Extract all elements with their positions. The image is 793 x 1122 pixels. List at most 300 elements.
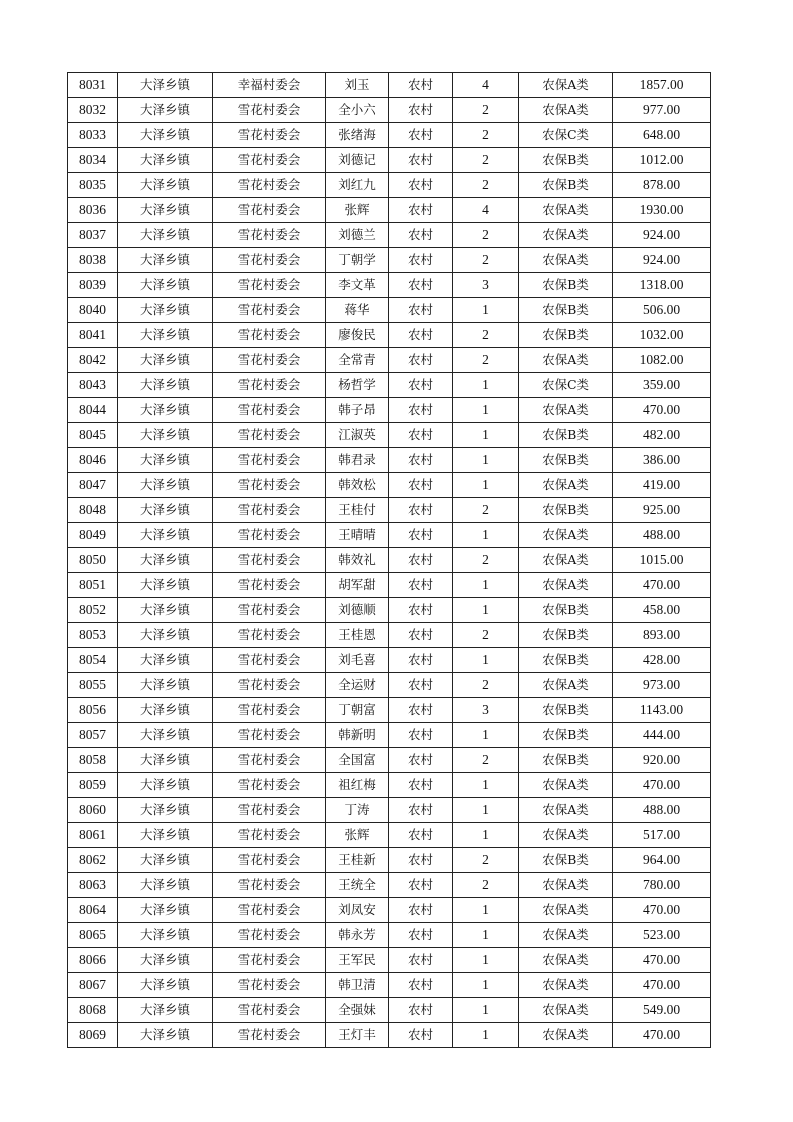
cell-village: 雪花村委会 <box>213 173 326 198</box>
cell-village: 雪花村委会 <box>213 748 326 773</box>
cell-village: 雪花村委会 <box>213 873 326 898</box>
cell-area: 农村 <box>389 798 453 823</box>
cell-amount: 523.00 <box>613 923 711 948</box>
records-table <box>67 72 711 1048</box>
cell-name: 王灯丰 <box>326 1023 389 1048</box>
cell-area: 农村 <box>389 398 453 423</box>
cell-amount: 920.00 <box>613 748 711 773</box>
table-row <box>68 448 711 473</box>
table-row <box>68 348 711 373</box>
cell-id: 8040 <box>68 298 118 323</box>
cell-town: 大泽乡镇 <box>118 973 213 998</box>
cell-amount: 1012.00 <box>613 148 711 173</box>
cell-area: 农村 <box>389 148 453 173</box>
cell-town: 大泽乡镇 <box>118 798 213 823</box>
cell-village: 雪花村委会 <box>213 973 326 998</box>
cell-amount: 444.00 <box>613 723 711 748</box>
table-row <box>68 898 711 923</box>
cell-amount: 893.00 <box>613 623 711 648</box>
cell-name: 刘玉 <box>326 73 389 98</box>
cell-village: 雪花村委会 <box>213 223 326 248</box>
cell-amount: 1143.00 <box>613 698 711 723</box>
cell-id: 8041 <box>68 323 118 348</box>
cell-category: 农保A类 <box>519 823 613 848</box>
cell-area: 农村 <box>389 423 453 448</box>
cell-category: 农保A类 <box>519 898 613 923</box>
cell-area: 农村 <box>389 598 453 623</box>
cell-area: 农村 <box>389 648 453 673</box>
cell-category: 农保B类 <box>519 598 613 623</box>
cell-category: 农保A类 <box>519 398 613 423</box>
table-row <box>68 798 711 823</box>
cell-id: 8065 <box>68 923 118 948</box>
cell-name: 王军民 <box>326 948 389 973</box>
cell-persons: 1 <box>453 598 519 623</box>
cell-town: 大泽乡镇 <box>118 73 213 98</box>
cell-name: 张辉 <box>326 198 389 223</box>
cell-persons: 1 <box>453 973 519 998</box>
cell-id: 8048 <box>68 498 118 523</box>
cell-area: 农村 <box>389 948 453 973</box>
cell-id: 8051 <box>68 573 118 598</box>
cell-category: 农保A类 <box>519 998 613 1023</box>
cell-id: 8054 <box>68 648 118 673</box>
cell-name: 刘毛喜 <box>326 648 389 673</box>
cell-village: 雪花村委会 <box>213 423 326 448</box>
cell-name: 全运财 <box>326 673 389 698</box>
cell-category: 农保A类 <box>519 948 613 973</box>
cell-area: 农村 <box>389 248 453 273</box>
cell-village: 雪花村委会 <box>213 823 326 848</box>
cell-category: 农保A类 <box>519 548 613 573</box>
cell-id: 8035 <box>68 173 118 198</box>
cell-category: 农保A类 <box>519 73 613 98</box>
cell-town: 大泽乡镇 <box>118 673 213 698</box>
cell-category: 农保A类 <box>519 198 613 223</box>
records-table-body <box>68 73 711 1048</box>
cell-id: 8050 <box>68 548 118 573</box>
cell-town: 大泽乡镇 <box>118 273 213 298</box>
cell-category: 农保B类 <box>519 648 613 673</box>
cell-village: 雪花村委会 <box>213 623 326 648</box>
cell-persons: 2 <box>453 548 519 573</box>
cell-persons: 1 <box>453 398 519 423</box>
table-row <box>68 873 711 898</box>
cell-amount: 482.00 <box>613 423 711 448</box>
cell-village: 雪花村委会 <box>213 723 326 748</box>
cell-area: 农村 <box>389 573 453 598</box>
cell-area: 农村 <box>389 98 453 123</box>
cell-id: 8063 <box>68 873 118 898</box>
table-row <box>68 823 711 848</box>
cell-amount: 1032.00 <box>613 323 711 348</box>
cell-village: 雪花村委会 <box>213 948 326 973</box>
cell-name: 蒋华 <box>326 298 389 323</box>
table-row <box>68 498 711 523</box>
cell-village: 雪花村委会 <box>213 573 326 598</box>
cell-town: 大泽乡镇 <box>118 873 213 898</box>
cell-area: 农村 <box>389 223 453 248</box>
table-row <box>68 198 711 223</box>
cell-name: 廖俊民 <box>326 323 389 348</box>
cell-town: 大泽乡镇 <box>118 523 213 548</box>
cell-village: 雪花村委会 <box>213 1023 326 1048</box>
cell-town: 大泽乡镇 <box>118 598 213 623</box>
cell-category: 农保B类 <box>519 298 613 323</box>
cell-town: 大泽乡镇 <box>118 98 213 123</box>
cell-persons: 1 <box>453 998 519 1023</box>
table-row <box>68 698 711 723</box>
cell-persons: 2 <box>453 123 519 148</box>
cell-name: 王桂恩 <box>326 623 389 648</box>
cell-id: 8062 <box>68 848 118 873</box>
cell-amount: 428.00 <box>613 648 711 673</box>
cell-area: 农村 <box>389 973 453 998</box>
cell-id: 8067 <box>68 973 118 998</box>
cell-village: 雪花村委会 <box>213 148 326 173</box>
cell-name: 丁涛 <box>326 798 389 823</box>
cell-name: 全强妹 <box>326 998 389 1023</box>
table-row <box>68 223 711 248</box>
cell-category: 农保B类 <box>519 623 613 648</box>
cell-category: 农保A类 <box>519 223 613 248</box>
cell-id: 8052 <box>68 598 118 623</box>
table-row <box>68 848 711 873</box>
cell-category: 农保B类 <box>519 148 613 173</box>
cell-town: 大泽乡镇 <box>118 898 213 923</box>
cell-town: 大泽乡镇 <box>118 823 213 848</box>
cell-area: 农村 <box>389 473 453 498</box>
cell-amount: 386.00 <box>613 448 711 473</box>
cell-id: 8032 <box>68 98 118 123</box>
table-row <box>68 748 711 773</box>
cell-name: 王晴晴 <box>326 523 389 548</box>
table-row <box>68 73 711 98</box>
cell-id: 8060 <box>68 798 118 823</box>
table-row <box>68 923 711 948</box>
cell-category: 农保A类 <box>519 523 613 548</box>
cell-name: 胡军甜 <box>326 573 389 598</box>
cell-amount: 780.00 <box>613 873 711 898</box>
cell-id: 8046 <box>68 448 118 473</box>
cell-town: 大泽乡镇 <box>118 948 213 973</box>
cell-persons: 1 <box>453 423 519 448</box>
cell-id: 8053 <box>68 623 118 648</box>
cell-village: 雪花村委会 <box>213 448 326 473</box>
cell-persons: 4 <box>453 198 519 223</box>
cell-area: 农村 <box>389 823 453 848</box>
cell-town: 大泽乡镇 <box>118 248 213 273</box>
cell-area: 农村 <box>389 623 453 648</box>
cell-area: 农村 <box>389 898 453 923</box>
cell-name: 韩永芳 <box>326 923 389 948</box>
table-row <box>68 548 711 573</box>
cell-village: 雪花村委会 <box>213 598 326 623</box>
cell-village: 雪花村委会 <box>213 798 326 823</box>
cell-id: 8059 <box>68 773 118 798</box>
cell-area: 农村 <box>389 923 453 948</box>
cell-amount: 878.00 <box>613 173 711 198</box>
cell-amount: 549.00 <box>613 998 711 1023</box>
cell-name: 张辉 <box>326 823 389 848</box>
cell-town: 大泽乡镇 <box>118 1023 213 1048</box>
cell-amount: 1015.00 <box>613 548 711 573</box>
cell-id: 8043 <box>68 373 118 398</box>
cell-town: 大泽乡镇 <box>118 348 213 373</box>
cell-area: 农村 <box>389 723 453 748</box>
cell-category: 农保B类 <box>519 723 613 748</box>
cell-area: 农村 <box>389 73 453 98</box>
cell-amount: 973.00 <box>613 673 711 698</box>
table-row <box>68 1023 711 1048</box>
cell-amount: 470.00 <box>613 898 711 923</box>
cell-name: 刘德顺 <box>326 598 389 623</box>
table-row <box>68 648 711 673</box>
cell-village: 雪花村委会 <box>213 773 326 798</box>
table-row <box>68 673 711 698</box>
cell-area: 农村 <box>389 323 453 348</box>
cell-amount: 419.00 <box>613 473 711 498</box>
cell-town: 大泽乡镇 <box>118 448 213 473</box>
cell-village: 雪花村委会 <box>213 198 326 223</box>
table-row <box>68 998 711 1023</box>
cell-persons: 2 <box>453 673 519 698</box>
cell-persons: 1 <box>453 298 519 323</box>
table-row <box>68 598 711 623</box>
cell-village: 雪花村委会 <box>213 498 326 523</box>
cell-amount: 470.00 <box>613 398 711 423</box>
cell-persons: 2 <box>453 873 519 898</box>
cell-village: 雪花村委会 <box>213 923 326 948</box>
cell-id: 8068 <box>68 998 118 1023</box>
cell-category: 农保A类 <box>519 923 613 948</box>
cell-name: 全国富 <box>326 748 389 773</box>
table-row <box>68 298 711 323</box>
cell-category: 农保B类 <box>519 323 613 348</box>
cell-village: 雪花村委会 <box>213 523 326 548</box>
cell-town: 大泽乡镇 <box>118 573 213 598</box>
cell-name: 全常青 <box>326 348 389 373</box>
cell-amount: 488.00 <box>613 798 711 823</box>
cell-town: 大泽乡镇 <box>118 848 213 873</box>
table-row <box>68 773 711 798</box>
cell-name: 韩卫清 <box>326 973 389 998</box>
cell-persons: 2 <box>453 323 519 348</box>
cell-category: 农保C类 <box>519 373 613 398</box>
cell-town: 大泽乡镇 <box>118 648 213 673</box>
cell-town: 大泽乡镇 <box>118 398 213 423</box>
cell-name: 杨哲学 <box>326 373 389 398</box>
cell-category: 农保A类 <box>519 798 613 823</box>
cell-town: 大泽乡镇 <box>118 498 213 523</box>
cell-village: 雪花村委会 <box>213 473 326 498</box>
cell-amount: 359.00 <box>613 373 711 398</box>
cell-amount: 964.00 <box>613 848 711 873</box>
cell-town: 大泽乡镇 <box>118 323 213 348</box>
cell-name: 刘红九 <box>326 173 389 198</box>
cell-persons: 1 <box>453 798 519 823</box>
cell-amount: 924.00 <box>613 223 711 248</box>
cell-persons: 1 <box>453 373 519 398</box>
cell-town: 大泽乡镇 <box>118 423 213 448</box>
cell-area: 农村 <box>389 698 453 723</box>
cell-name: 王桂付 <box>326 498 389 523</box>
cell-id: 8042 <box>68 348 118 373</box>
cell-village: 雪花村委会 <box>213 698 326 723</box>
cell-category: 农保B类 <box>519 748 613 773</box>
cell-id: 8045 <box>68 423 118 448</box>
cell-town: 大泽乡镇 <box>118 173 213 198</box>
cell-town: 大泽乡镇 <box>118 298 213 323</box>
cell-persons: 1 <box>453 573 519 598</box>
cell-area: 农村 <box>389 448 453 473</box>
cell-category: 农保B类 <box>519 273 613 298</box>
cell-town: 大泽乡镇 <box>118 548 213 573</box>
cell-id: 8031 <box>68 73 118 98</box>
table-row <box>68 248 711 273</box>
cell-village: 雪花村委会 <box>213 273 326 298</box>
cell-town: 大泽乡镇 <box>118 773 213 798</box>
cell-village: 雪花村委会 <box>213 673 326 698</box>
cell-name: 江淑英 <box>326 423 389 448</box>
cell-id: 8044 <box>68 398 118 423</box>
cell-category: 农保A类 <box>519 973 613 998</box>
cell-persons: 2 <box>453 623 519 648</box>
cell-id: 8058 <box>68 748 118 773</box>
cell-amount: 470.00 <box>613 973 711 998</box>
table-row <box>68 148 711 173</box>
cell-id: 8036 <box>68 198 118 223</box>
cell-area: 农村 <box>389 373 453 398</box>
cell-persons: 1 <box>453 723 519 748</box>
cell-persons: 2 <box>453 223 519 248</box>
cell-id: 8069 <box>68 1023 118 1048</box>
cell-name: 韩新明 <box>326 723 389 748</box>
cell-category: 农保B类 <box>519 423 613 448</box>
cell-name: 张绪海 <box>326 123 389 148</box>
cell-name: 韩效礼 <box>326 548 389 573</box>
cell-amount: 924.00 <box>613 248 711 273</box>
cell-category: 农保B类 <box>519 448 613 473</box>
cell-category: 农保A类 <box>519 773 613 798</box>
table-row <box>68 398 711 423</box>
cell-id: 8039 <box>68 273 118 298</box>
cell-town: 大泽乡镇 <box>118 123 213 148</box>
cell-area: 农村 <box>389 848 453 873</box>
cell-area: 农村 <box>389 523 453 548</box>
cell-village: 雪花村委会 <box>213 373 326 398</box>
cell-persons: 1 <box>453 523 519 548</box>
cell-id: 8055 <box>68 673 118 698</box>
cell-amount: 977.00 <box>613 98 711 123</box>
cell-persons: 2 <box>453 148 519 173</box>
cell-area: 农村 <box>389 773 453 798</box>
cell-village: 雪花村委会 <box>213 648 326 673</box>
cell-amount: 1082.00 <box>613 348 711 373</box>
cell-village: 幸福村委会 <box>213 73 326 98</box>
cell-persons: 4 <box>453 73 519 98</box>
cell-town: 大泽乡镇 <box>118 373 213 398</box>
cell-area: 农村 <box>389 998 453 1023</box>
cell-category: 农保B类 <box>519 698 613 723</box>
cell-village: 雪花村委会 <box>213 248 326 273</box>
cell-amount: 1857.00 <box>613 73 711 98</box>
cell-town: 大泽乡镇 <box>118 148 213 173</box>
cell-category: 农保B类 <box>519 848 613 873</box>
cell-category: 农保A类 <box>519 248 613 273</box>
cell-persons: 2 <box>453 348 519 373</box>
cell-amount: 488.00 <box>613 523 711 548</box>
cell-name: 祖红梅 <box>326 773 389 798</box>
table-row <box>68 523 711 548</box>
cell-persons: 1 <box>453 773 519 798</box>
cell-id: 8037 <box>68 223 118 248</box>
cell-village: 雪花村委会 <box>213 348 326 373</box>
table-row <box>68 323 711 348</box>
cell-area: 农村 <box>389 123 453 148</box>
cell-category: 农保A类 <box>519 1023 613 1048</box>
cell-village: 雪花村委会 <box>213 323 326 348</box>
cell-village: 雪花村委会 <box>213 848 326 873</box>
cell-amount: 1930.00 <box>613 198 711 223</box>
cell-category: 农保A类 <box>519 673 613 698</box>
cell-area: 农村 <box>389 298 453 323</box>
cell-name: 韩效松 <box>326 473 389 498</box>
cell-amount: 458.00 <box>613 598 711 623</box>
cell-id: 8064 <box>68 898 118 923</box>
cell-area: 农村 <box>389 673 453 698</box>
cell-persons: 2 <box>453 498 519 523</box>
cell-village: 雪花村委会 <box>213 398 326 423</box>
cell-town: 大泽乡镇 <box>118 198 213 223</box>
cell-area: 农村 <box>389 273 453 298</box>
cell-amount: 925.00 <box>613 498 711 523</box>
cell-name: 韩君录 <box>326 448 389 473</box>
cell-village: 雪花村委会 <box>213 898 326 923</box>
cell-village: 雪花村委会 <box>213 98 326 123</box>
cell-persons: 2 <box>453 748 519 773</box>
cell-amount: 470.00 <box>613 773 711 798</box>
cell-persons: 1 <box>453 473 519 498</box>
cell-persons: 3 <box>453 698 519 723</box>
cell-name: 全小六 <box>326 98 389 123</box>
cell-area: 农村 <box>389 1023 453 1048</box>
cell-amount: 470.00 <box>613 1023 711 1048</box>
cell-village: 雪花村委会 <box>213 123 326 148</box>
cell-town: 大泽乡镇 <box>118 748 213 773</box>
cell-name: 丁朝学 <box>326 248 389 273</box>
cell-area: 农村 <box>389 173 453 198</box>
cell-persons: 1 <box>453 898 519 923</box>
cell-amount: 470.00 <box>613 573 711 598</box>
cell-name: 王桂新 <box>326 848 389 873</box>
cell-category: 农保B类 <box>519 498 613 523</box>
cell-town: 大泽乡镇 <box>118 698 213 723</box>
cell-area: 农村 <box>389 873 453 898</box>
cell-id: 8049 <box>68 523 118 548</box>
cell-amount: 506.00 <box>613 298 711 323</box>
cell-amount: 648.00 <box>613 123 711 148</box>
cell-category: 农保A类 <box>519 573 613 598</box>
cell-area: 农村 <box>389 548 453 573</box>
table-row <box>68 423 711 448</box>
cell-name: 李文革 <box>326 273 389 298</box>
cell-persons: 2 <box>453 173 519 198</box>
cell-town: 大泽乡镇 <box>118 923 213 948</box>
cell-village: 雪花村委会 <box>213 998 326 1023</box>
cell-village: 雪花村委会 <box>213 548 326 573</box>
cell-category: 农保B类 <box>519 173 613 198</box>
